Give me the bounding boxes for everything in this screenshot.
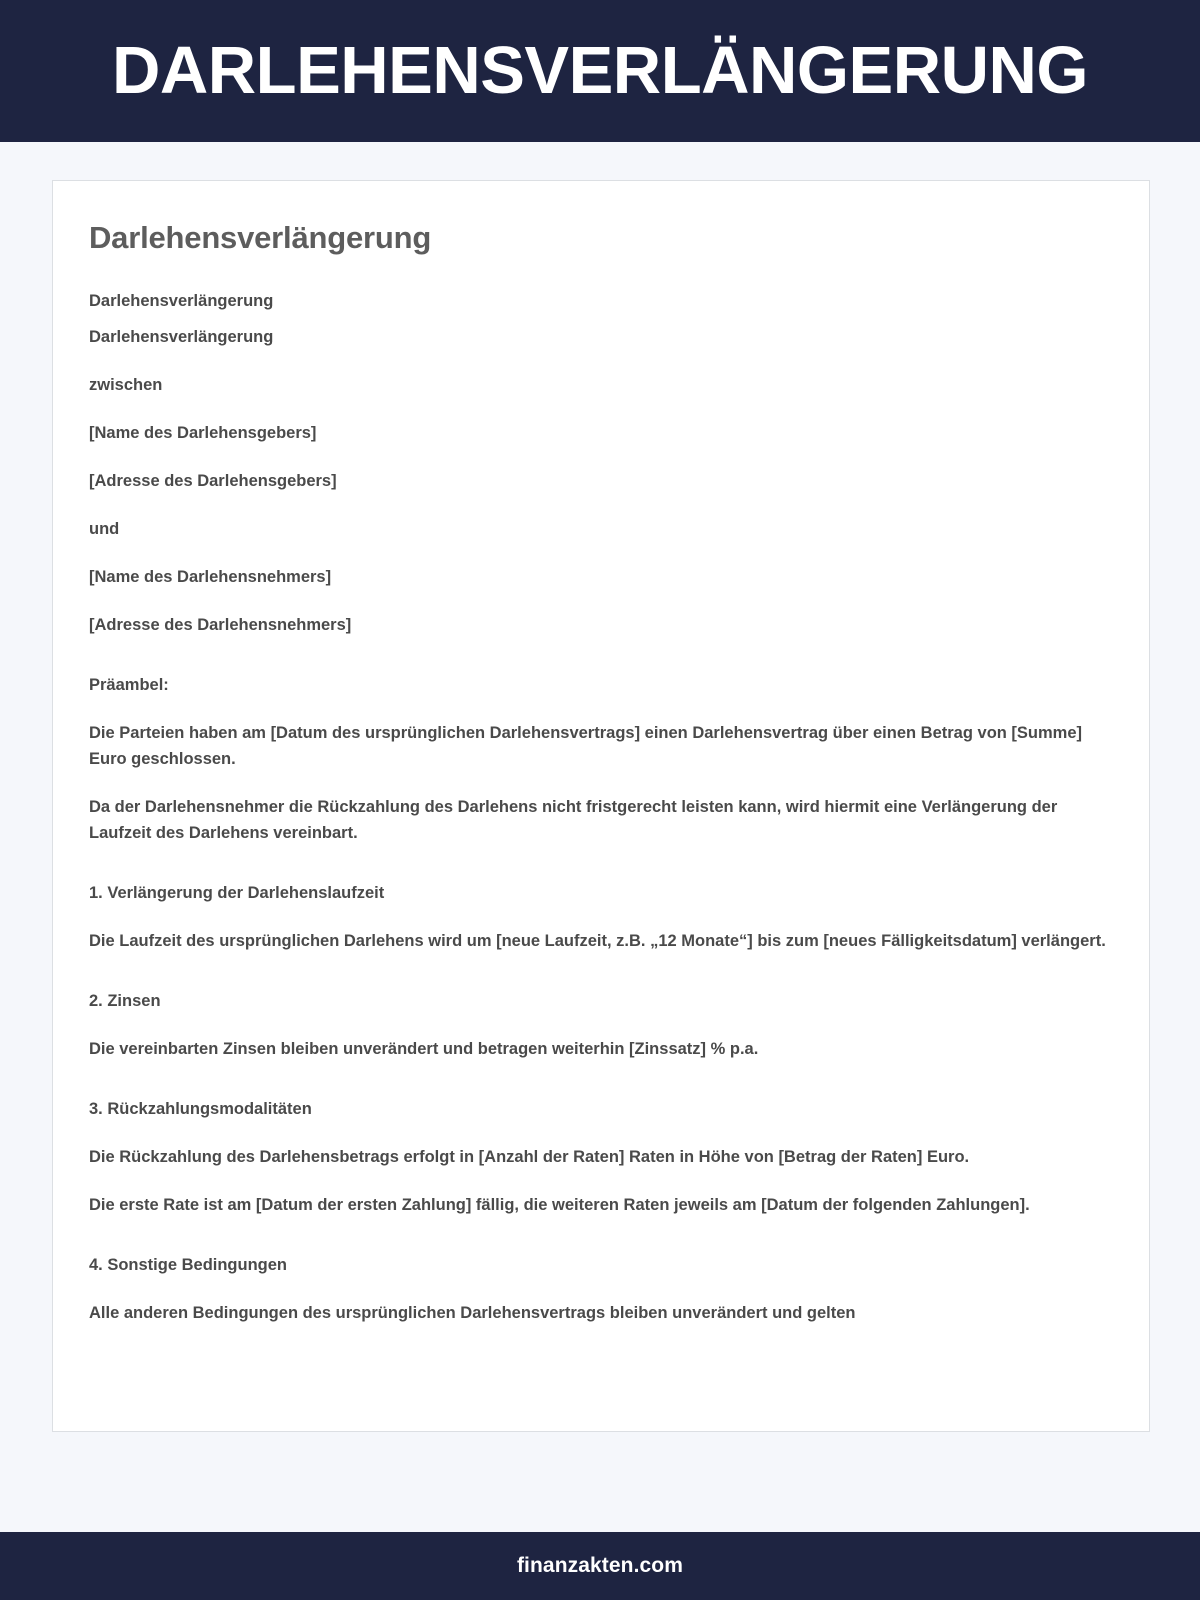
paragraph-praeambel-2: Da der Darlehensnehmer die Rückzahlung des Darlehens nicht fristgerecht leisten kann, wird hiermit eine Verlängerung der Laufzeit des Darlehens vereinbart.	[89, 798, 1058, 843]
paragraph-title-line-2: Darlehensverlängerung	[89, 328, 274, 347]
page-footer-banner	[0, 1532, 1200, 1600]
section-1-heading: 1. Verlängerung der Darlehenslaufzeit	[89, 884, 385, 903]
section-3-body-1: Die Rückzahlung des Darlehensbetrags erfolgt in [Anzahl der Raten] Raten in Höhe von [Betrag der Raten] Euro.	[89, 1148, 970, 1167]
section-2-heading: 2. Zinsen	[89, 992, 161, 1011]
page-content-area	[0, 142, 1200, 1532]
page-header-title: DARLEHENSVERLÄNGERUNG	[112, 32, 1088, 108]
page-header-banner	[0, 0, 1200, 142]
section-3-body-2: Die erste Rate ist am [Datum der ersten Zahlung] fällig, die weiteren Raten jeweils am [Datum der folgenden Zahlungen].	[89, 1196, 1030, 1215]
paragraph-title-line-1: Darlehensverlängerung	[89, 292, 274, 311]
document-card	[52, 180, 1150, 1432]
section-2-body: Die vereinbarten Zinsen bleiben unverändert und betragen weiterhin [Zinssatz] % p.a.	[89, 1040, 759, 1059]
section-4-body: Alle anderen Bedingungen des ursprünglichen Darlehensvertrags bleiben unverändert und gelten	[89, 1304, 856, 1323]
section-1-body: Die Laufzeit des ursprünglichen Darlehens wird um [neue Laufzeit, z.B. „12 Monate“] bis zum [neues Fälligkeitsdatum] verlängert.	[89, 932, 1106, 951]
paragraph-und: und	[89, 520, 120, 539]
document-body	[89, 288, 1113, 1326]
paragraph-praeambel-heading: Präambel:	[89, 676, 169, 695]
paragraph-zwischen: zwischen	[89, 376, 163, 395]
paragraph-lender-address: [Adresse des Darlehensgebers]	[89, 472, 337, 491]
paragraph-borrower-address: [Adresse des Darlehensnehmers]	[89, 616, 352, 635]
document-heading: Darlehensverlängerung	[89, 220, 432, 255]
footer-site-name: finanzakten.com	[516, 1554, 684, 1577]
paragraph-borrower-name: [Name des Darlehensnehmers]	[89, 568, 332, 587]
paragraph-lender-name: [Name des Darlehensgebers]	[89, 424, 317, 443]
section-3-heading: 3. Rückzahlungsmodalitäten	[89, 1100, 312, 1119]
paragraph-praeambel-1: Die Parteien haben am [Datum des ursprünglichen Darlehensvertrags] einen Darlehensvertrag über einen Betrag von [Summe] Euro geschlossen.	[89, 724, 1083, 769]
section-4-heading: 4. Sonstige Bedingungen	[89, 1256, 288, 1275]
